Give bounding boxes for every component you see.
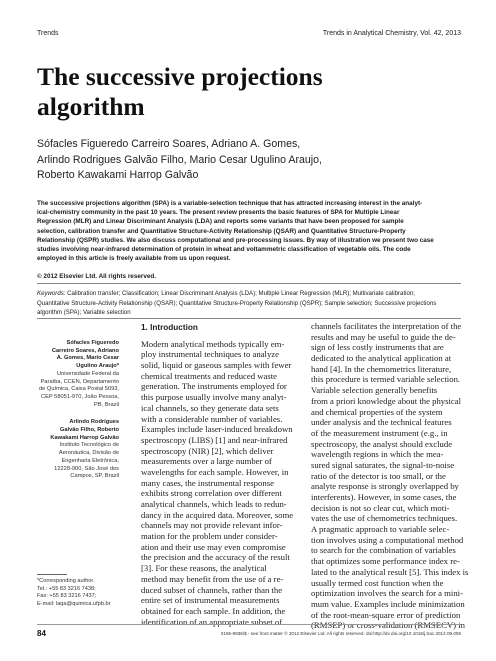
text-line: tion involves using a computational method bbox=[311, 534, 464, 545]
divider bbox=[37, 318, 461, 319]
text-line: that optimizes some performance index re- bbox=[311, 556, 460, 567]
affiliation-address bbox=[37, 371, 119, 410]
affiliation-address-line: Paraíba, CCEN, Departamento bbox=[40, 378, 119, 385]
text-line: and chemical properties of the system bbox=[311, 406, 443, 417]
text-line: vates the use of chemometrics techniques. bbox=[311, 513, 458, 524]
text-line: solid, liquid or gaseous samples with fewer bbox=[141, 360, 292, 371]
footer-doi: 0165-9936/$ - see front matter © 2012 Elsevier Ltd. All rights reserved. doi:http://dx.doi.org/10.1016/j.trac.2012.09.006 bbox=[220, 631, 461, 636]
title-line: The successive projections bbox=[37, 62, 323, 91]
text-line: of the measurement instrument (e.g., in bbox=[311, 427, 448, 438]
corresponding-line: *Corresponding author. bbox=[37, 578, 95, 584]
keywords-line: algorithm (SPA); Variable selection bbox=[37, 309, 131, 316]
affiliation-name-line: A. Gomes, Mario Cesar bbox=[56, 355, 119, 362]
affiliation-address-line: PB, Brazil bbox=[94, 401, 119, 408]
text-line: dedicated to the analytical application at bbox=[311, 353, 452, 364]
text-line: decision is not so clear cut, which moti- bbox=[311, 502, 450, 513]
text-line: mum value. Examples include minimization bbox=[311, 598, 465, 609]
text-line: this procedure is termed variable selection. bbox=[311, 374, 461, 385]
text-line: results and may be useful to guide the de- bbox=[311, 331, 456, 342]
text-line: method may benefit from the use of a re- bbox=[141, 573, 284, 584]
text-line: ation and their use may even compromise bbox=[141, 541, 286, 552]
text-line: of the root-mean-square error of prediction bbox=[311, 609, 461, 620]
affiliation-address bbox=[37, 442, 119, 481]
abstract-line: Relationship (QSPR) studies. We also discuss computational and pre-processing issues. By way of illustration we present two case bbox=[37, 236, 434, 244]
abstract-line: The successive projections algorithm (SPA) is a variable-selection technique that has attracted increasing interest in the analyt- bbox=[37, 200, 423, 207]
affiliation-name-line: Sófacles Figueredo bbox=[66, 340, 119, 346]
affiliation-block bbox=[37, 340, 119, 409]
affiliation-address-line: Engenharia Eletrônica, bbox=[61, 457, 119, 464]
text-line: spectroscopy (LIBS) [1] and near-infrared bbox=[141, 434, 288, 445]
text-line: entire set of instrumental measurements bbox=[141, 595, 280, 606]
text-line: Examples include laser-induced breakdown bbox=[141, 424, 293, 435]
affiliation-block bbox=[37, 419, 119, 481]
text-line: the precision and the accuracy of the result bbox=[141, 552, 290, 563]
text-line: sured signal saturates, the signal-to-noise bbox=[311, 459, 455, 470]
affiliation-address-line: de Química, Caixa Postal 5093, bbox=[39, 386, 119, 393]
abstract-line: employed in this article is freely available from us upon request. bbox=[37, 255, 231, 263]
text-line: wavelengths for each sample. However, in bbox=[141, 466, 289, 477]
body-column-left bbox=[141, 321, 299, 627]
running-header-section: Trends bbox=[37, 30, 59, 37]
text-line: generation. The instruments employed for bbox=[141, 381, 287, 392]
affiliation-name-line: Carreiro Soares, Adriano bbox=[51, 347, 119, 354]
footer-divider bbox=[37, 624, 461, 625]
text-line: with a considerable number of variables. bbox=[141, 413, 283, 424]
author-list bbox=[37, 137, 467, 184]
abstract-line: studies involving near-infrared determination of protein in wheat and voltammetric classification of vegetable oils. The code bbox=[37, 246, 411, 254]
affiliation-names bbox=[37, 340, 119, 371]
column-text bbox=[141, 339, 299, 628]
author-line: Arlindo Rodrigues Galvão Filho, Mario Cesar Ugulino Araujo, bbox=[37, 153, 322, 166]
affiliation-name-line: Galvão Filho, Roberto bbox=[59, 427, 119, 434]
text-line: sign of less costly instruments that are bbox=[311, 342, 444, 353]
affiliation-address-line: 12228-900, São José dos bbox=[54, 465, 119, 472]
text-line: analytical channels, which leads to redun- bbox=[141, 499, 287, 509]
copyright-notice: © 2012 Elsevier Ltd. All rights reserved. bbox=[37, 273, 157, 280]
text-line: under analysis and the technical features bbox=[311, 417, 452, 428]
keywords bbox=[37, 289, 463, 318]
affiliation-name-line: Arlindo Rodrigues bbox=[69, 419, 119, 426]
keywords-line bbox=[37, 289, 463, 299]
text-line: Variable selection generally benefits bbox=[311, 385, 438, 396]
text-line: measurements over a large number of bbox=[141, 456, 272, 467]
section-heading: 1. Introduction bbox=[141, 323, 198, 332]
affiliation-names bbox=[37, 419, 119, 442]
text-line: from a priori knowledge about the physical bbox=[311, 395, 462, 406]
corresponding-line: Fax: +55 83 3216 7437; bbox=[37, 593, 97, 600]
title-line: algorithm bbox=[37, 92, 145, 121]
affiliation-address-line: Instituto Tecnológico de bbox=[59, 442, 119, 449]
affiliation-address-line: Campos, SP, Brazil bbox=[70, 473, 119, 480]
corresponding-email[interactable]: E-mail: laqa@quimica.ufpb.br bbox=[37, 601, 111, 608]
text-line: exhibits strong correlation over different bbox=[141, 488, 282, 499]
text-line: many cases, the instrumental response bbox=[141, 477, 274, 488]
author-line: Roberto Kawakami Harrop Galvão bbox=[37, 169, 199, 181]
abstract-line: ical-chemistry community in the past 10 years. The present review presents the basic features of SPA for Multiple Linear bbox=[37, 209, 400, 217]
affiliation-address-line: Universidade Federal da bbox=[57, 370, 119, 377]
text-line: lated to the analytical result [5]. This index is bbox=[311, 566, 469, 577]
text-line: spectroscopy, the analyst should exclude bbox=[311, 438, 453, 449]
text-line: hand [4]. In the chemometrics literature, bbox=[311, 363, 452, 374]
text-line: wavelength regions in which the mea- bbox=[311, 449, 444, 460]
text-line: this purpose usually involve many analyt- bbox=[141, 392, 287, 403]
text-line: ratio of the detector is too small, or the bbox=[311, 470, 446, 481]
text-line: A pragmatic approach to variable selec- bbox=[311, 524, 450, 535]
text-line: [3]. For these reasons, the analytical bbox=[141, 563, 267, 574]
affiliation-address-line: CEP 58051-970, João Pessoa, bbox=[41, 393, 119, 400]
abstract bbox=[37, 199, 461, 263]
text-line: analyte response is strongly overlapped by bbox=[311, 481, 459, 492]
affiliation-address-line: Aeronáutica, Divisão de bbox=[58, 450, 119, 457]
text-line: chemical treatments and reduced waste bbox=[141, 370, 278, 381]
text-line: interferents). However, in some cases, the bbox=[311, 492, 457, 502]
affiliation-name-line: Kawakami Harrop Galvão bbox=[50, 434, 119, 441]
text-line: Modern analytical methods typically em- bbox=[141, 338, 285, 349]
abstract-line: selection, calibration transfer and Quantitative Structure-Activity Relationship (QSAR) and Quantitative Structure-Property bbox=[37, 227, 406, 235]
text-line: ploy instrumental techniques to analyze bbox=[141, 349, 279, 360]
text-line: duced subset of channels, rather than the bbox=[141, 584, 283, 595]
corresponding-line: Tel.: +55 83 3216 7438; bbox=[37, 585, 96, 592]
affiliation-name-line: Ugulino Araujo* bbox=[76, 363, 119, 370]
text-line: usually termed cost function when the bbox=[311, 577, 444, 588]
affiliations-sidebar bbox=[37, 340, 119, 491]
text-line: ical channels, so they generate data sets bbox=[141, 402, 279, 413]
text-line: identification of an appropriate subset of bbox=[141, 616, 283, 627]
text-line: obtained for each sample. In addition, the bbox=[141, 605, 286, 616]
divider bbox=[37, 283, 461, 284]
keywords-label: Keywords: bbox=[37, 290, 66, 297]
keywords-text: Calibration transfer; Classification; Linear Discriminant Analysis (LDA); Multiple Linear Regression (MLR); Multivariate calibration; bbox=[65, 290, 415, 297]
column-text bbox=[311, 321, 469, 631]
keywords-line: Quantitative Structure-Activity Relationship (QSAR); Quantitative Structure-Property Relationship (QSPR); Sample selection; Successive projections bbox=[37, 299, 437, 307]
abstract-line: Regression (MLR) and Linear Discriminant Analysis (LDA) and reports some variants that have been proposed for sample bbox=[37, 218, 404, 226]
author-line: Sófacles Figueredo Carreiro Soares, Adriano A. Gomes, bbox=[37, 138, 301, 150]
text-line: optimization involves the search for a mini- bbox=[311, 588, 463, 599]
corresponding-author bbox=[37, 578, 119, 609]
text-line: spectroscopy (NIR) [2], which deliver bbox=[141, 445, 274, 456]
body-column-right bbox=[311, 321, 469, 631]
text-line: mation for the problem under consider- bbox=[141, 531, 278, 542]
text-line: dancy in the acquired data. Moreover, some bbox=[141, 509, 294, 520]
running-header-journal: Trends in Analytical Chemistry, Vol. 42, 2013 bbox=[322, 30, 461, 37]
footnote-divider bbox=[37, 574, 67, 575]
text-line: channels may not provide relevant infor- bbox=[141, 520, 283, 531]
article-title bbox=[37, 62, 467, 122]
text-line: to search for the combination of variables bbox=[311, 545, 456, 556]
text-line: channels facilitates the interpretation of the bbox=[311, 321, 462, 331]
text-line: (RMSEP) or cross-validation (RMSECV) in bbox=[311, 620, 465, 631]
page-number: 84 bbox=[37, 629, 46, 638]
